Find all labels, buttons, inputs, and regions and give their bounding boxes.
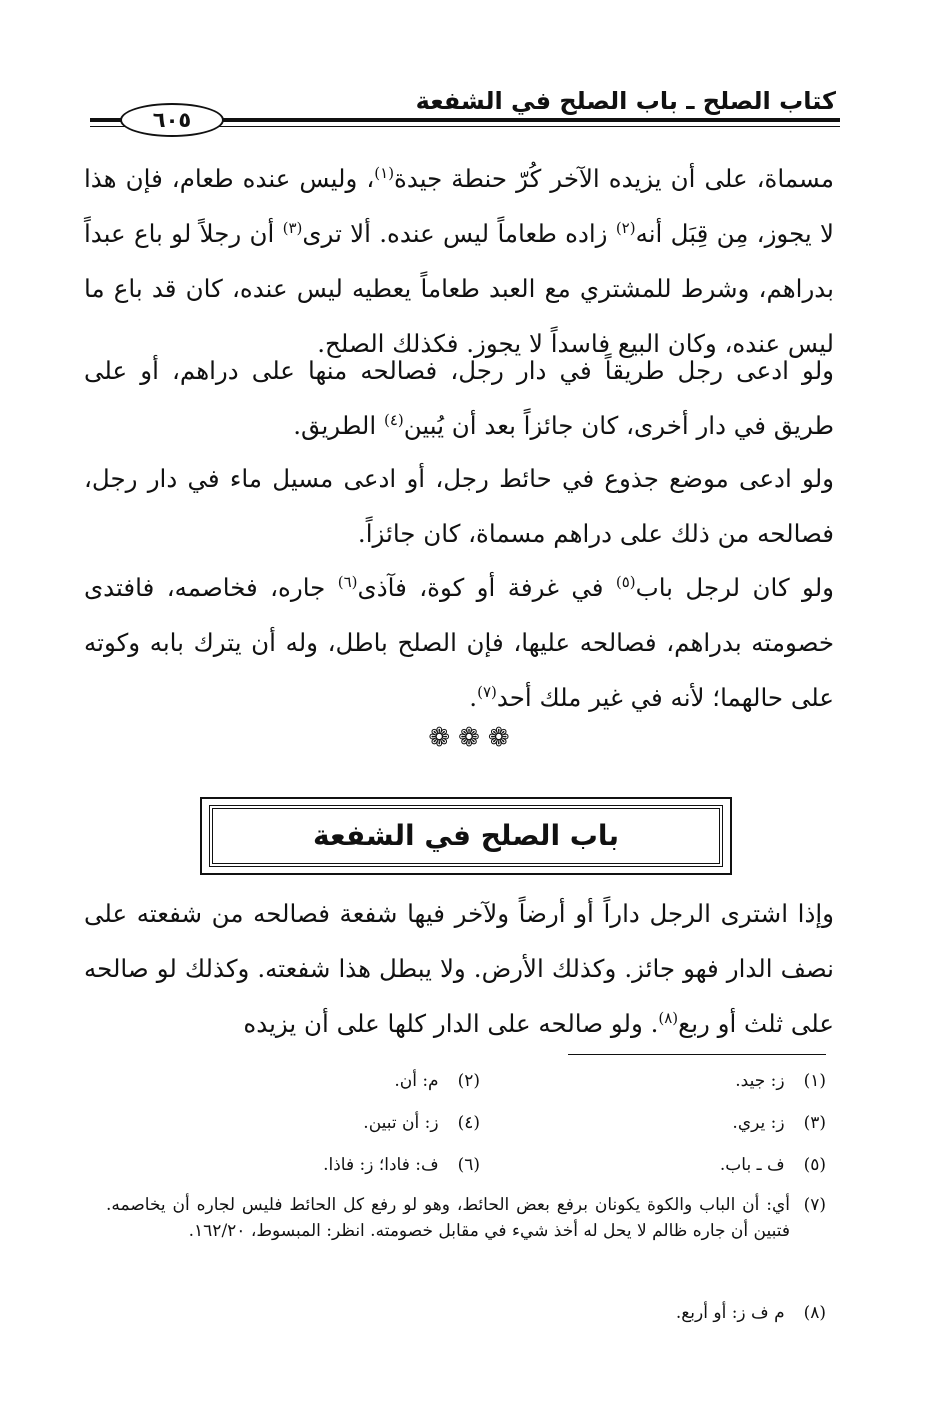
footnote-number: (٣)	[803, 1113, 826, 1133]
paragraph-4	[84, 560, 834, 725]
footnote-ref-4[interactable]: (٤)	[383, 410, 404, 429]
footnote-ref-8[interactable]: (٨)	[658, 1008, 679, 1027]
footnote-7	[106, 1192, 826, 1244]
paragraph-1	[84, 151, 834, 371]
paragraph-2	[84, 343, 834, 453]
footnote-number: (٧)	[803, 1195, 826, 1215]
section-separator: ❁❁❁	[428, 723, 518, 753]
footnote-8	[676, 1300, 826, 1326]
footnote-text: ز: أن تبين.	[363, 1113, 439, 1133]
text: ولو ادعى موضع جذوع في حائط رجل، أو ادعى مسيل ماء في دار رجل، فصالحه من ذلك على دراهم مسماة، كان جائزاً.	[84, 464, 834, 548]
footnote-ref-6[interactable]: (٦)	[337, 572, 358, 591]
footnote-ref-1[interactable]: (١)	[374, 163, 395, 182]
footnote-number: (٤)	[457, 1113, 480, 1133]
footnote-ref-7[interactable]: (٧)	[477, 682, 497, 701]
text: الطريق.	[293, 411, 384, 440]
text: ولو كان لرجل باب	[635, 573, 834, 602]
text: أن رجلاً لو باع عبداً بدراهم، وشرط للمشتري مع العبد طعاماً يعطيه ليس عنده، كان قد باع ما ليس عنده، وكان البيع فاسداً لا يجوز. فكذلك الصلح.	[84, 219, 834, 358]
footnote-ref-3[interactable]: (٣)	[282, 218, 303, 237]
text: ولو ادعى رجل طريقاً في دار رجل، فصالحه منها على دراهم، أو على طريق في دار أخرى، كان جائزاً بعد أن يُبين	[84, 356, 834, 440]
text: في غرفة أو كوة، فآذى	[357, 573, 616, 602]
footnote-6	[323, 1152, 480, 1178]
footnote-number: (١)	[803, 1071, 826, 1091]
footnote-text: م ف ز: أو أربع.	[675, 1303, 785, 1323]
footnote-text: ف ـ باب.	[719, 1155, 785, 1175]
text: . ولو صالحه على الدار كلها على أن يزيده	[243, 1009, 659, 1038]
text: ، وليس عنده طعام، فإن هذا لا يجوز، مِن قِبَل أنه	[84, 164, 834, 248]
page-number: ٦٠٥	[120, 103, 224, 137]
footnote-rule	[568, 1054, 826, 1055]
footnote-text: ز: يري.	[732, 1113, 785, 1133]
text: وإذا اشترى الرجل داراً أو أرضاً ولآخر فيها شفعة فصالحه من شفعته على نصف الدار فهو جائز. وكذلك الأرض. ولا يبطل هذا شفعته. وكذلك لو صالحه على ثلث أو ربع	[84, 899, 834, 1038]
paragraph-3	[84, 451, 834, 561]
text: مسماة، على أن يزيده الآخر كُرّ حنطة جيدة	[394, 164, 834, 193]
footnote-number: (٨)	[803, 1303, 826, 1323]
footnote-number: (٥)	[803, 1155, 826, 1175]
footnote-text: ز: جيد.	[735, 1071, 785, 1091]
footnote-text: ف: فادا؛ ز: فاذا.	[323, 1155, 439, 1175]
footnote-ref-5[interactable]: (٥)	[615, 572, 636, 591]
footnote-text: م: أن.	[394, 1071, 439, 1091]
footnote-3	[732, 1110, 826, 1136]
running-title: كتاب الصلح ـ باب الصلح في الشفعة	[415, 87, 836, 115]
chapter-title: باب الصلح في الشفعة	[313, 819, 619, 852]
chapter-paragraph	[84, 886, 834, 1051]
footnote-ref-2[interactable]: (٢)	[615, 218, 636, 237]
footnote-1	[735, 1068, 826, 1094]
footnote-text: أي: أن الباب والكوة يكونان برفع بعض الحائط، وهو لو رفع كل الحائط فليس لجاره أن يخاصمه. فتبين أن جاره ظالم لا يحل له أخذ شيء في مقابل خصومته. انظر: المبسوط، ١٦٢/٢٠.	[106, 1195, 790, 1241]
footnote-5	[720, 1152, 826, 1178]
footnote-number: (٢)	[457, 1071, 480, 1091]
footnote-number: (٦)	[457, 1155, 480, 1175]
footnote-4	[363, 1110, 480, 1136]
text: جاره، فخاصمه، فافتدى خصومته بدراهم، فصالحه عليها، فإن الصلح باطل، وله أن يترك بابه وكوته على حالهما؛ لأنه في غير ملك أحد	[84, 573, 834, 712]
text: زاده طعاماً ليس عنده. ألا ترى	[302, 219, 616, 248]
text: .	[469, 683, 478, 712]
footnote-2	[394, 1068, 480, 1094]
